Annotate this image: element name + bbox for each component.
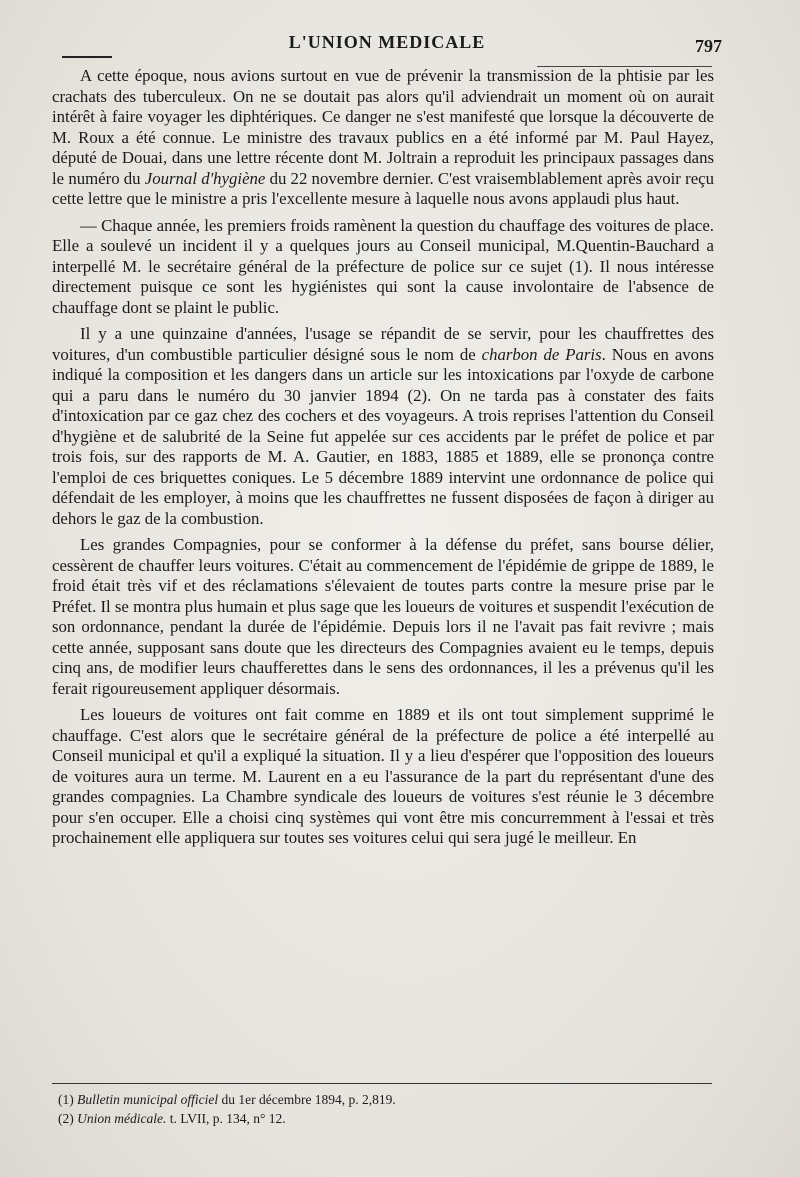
footnote <box>58 1109 708 1128</box>
paragraph-text: A cette époque, nous avions surtout en vue de prévenir la transmission de la phtisie par les crachats des tuberculeux. On ne se doutait pas alors qu'il adviendrait un moment où on aurait intérêt à faire voyager les diphtériques. Ce danger ne s'est manifesté que lorsque la découverte de M. Roux a été connue. Le ministre des travaux publics en a été informé par M. Paul Hayez, député de Douai, dans une lettre récente dont M. Joltrain a reproduit les principaux passages dans le numéro du <box>52 66 714 188</box>
paragraph-text: . Nous en avons indiqué la composition et les dangers dans un article sur les intoxications par l'oxyde de carbone qui a paru dans le numéro du 30 janvier 1894 (2). On ne tarda pas à constater des faits d'intoxication par ce gaz chez des cochers et des voyageurs. A trois reprises l'attention du Conseil d'hygiène et de salubrité de la Seine fut appelée sur ces accidents par le préfet de police et par trois fois, sur des rapports de M. A. Gautier, en 1883, 1885 et 1889, elle se prononça contre l'emploi de ces briquettes coniques. Le 5 décembre 1889 intervint une ordonnance de police qui défendait de les employer, à moins que les chauffrettes ne fussent disposées de façon à diriger au dehors le gaz de la combustion. <box>52 344 714 528</box>
footnote-source: Union médicale. <box>77 1111 167 1126</box>
page-number: 797 <box>695 36 722 56</box>
italic-text: Journal d'hygiène <box>144 168 266 188</box>
article-body <box>52 66 714 853</box>
paragraph <box>52 535 714 699</box>
running-title: L'UNION MEDICALE <box>288 32 486 52</box>
footnotes <box>58 1090 708 1128</box>
italic-text: charbon de Paris <box>481 344 602 364</box>
paragraph <box>52 66 714 210</box>
running-header <box>52 30 722 70</box>
footnote-source: Bulletin municipal officiel <box>77 1092 219 1107</box>
footnote-text: du 1er décembre 1894, p. 2,819. <box>218 1092 396 1107</box>
paragraph <box>52 324 714 529</box>
footnote <box>58 1090 708 1109</box>
footnote-mark: (1) <box>58 1092 74 1107</box>
footnote-text: t. LVII, p. 134, n° 12. <box>166 1111 286 1126</box>
footnote-rule <box>52 1083 712 1084</box>
paragraph-text: Les grandes Compagnies, pour se conformer à la défense du préfet, sans bourse délier, cessèrent de chauffer leurs voitures. C'était au commencement de l'épidémie de grippe de 1889, le froid était très vif et des réclamations s'élevaient de toutes parts contre la mesure prise par le Préfet. Il se montra plus humain et plus sage que les loueurs de voitures et suspendit l'exécution de son ordonnance, pendant la durée de l'épidémie. Depuis lors il ne l'avait pas fait revivre ; mais cette année, supposant sans doute que les directeurs des Compagnies avaient eu le temps, depuis cinq ans, de modifier leurs chaufferettes dans le sens des ordonnances, il les a prévenus qu'il les ferait rigoureusement appliquer désormais. <box>52 535 714 698</box>
header-rule-left <box>62 56 112 58</box>
paragraph <box>52 216 714 319</box>
paragraph-text: du 22 novembre dernier. C'est vraisemblablement après avoir reçu cette lettre que le ministre a pris l'excellente mesure à laquelle nous avons applaudi plus haut. <box>52 168 714 208</box>
footnote-mark: (2) <box>58 1111 74 1126</box>
paragraph <box>52 705 714 849</box>
paragraph-text: — Chaque année, les premiers froids ramènent la question du chauffage des voitures de place. Elle a soulevé un incident il y a quelques jours au Conseil municipal, M.Quentin-Bauchard a interpellé M. le secrétaire général de la préfecture de police sur ce sujet (1). Il nous intéresse directement puisque ce sont les hygiénistes qui sont la cause involontaire de l'absence de chauffage dont se plaint le public. <box>52 215 714 317</box>
paragraph-text: Les loueurs de voitures ont fait comme en 1889 et ils ont tout simplement supprimé le chauffage. C'est alors que le secrétaire général de la préfecture de police a été interpellé au Conseil municipal et qu'il a expliqué la situation. Il y a lieu d'espérer que l'opposition des loueurs de voitures aura un terme. M. Laurent en a eu l'assurance de la part du représentant d'une des grandes compagnies. La Chambre syndicale des loueurs de voitures s'est réunie le 3 décembre pour s'en occuper. Elle a choisi cinq systèmes qui vont être mis concurremment à l'essai et très prochainement elle appliquera sur toutes ses voitures celui qui sera jugé le meilleur. En <box>52 705 714 847</box>
paragraph-text: Il y a une quinzaine d'années, l'usage se répandit de se servir, pour les chauffrettes des voitures, d'un combustible particulier désigné sous le nom de <box>52 324 714 364</box>
